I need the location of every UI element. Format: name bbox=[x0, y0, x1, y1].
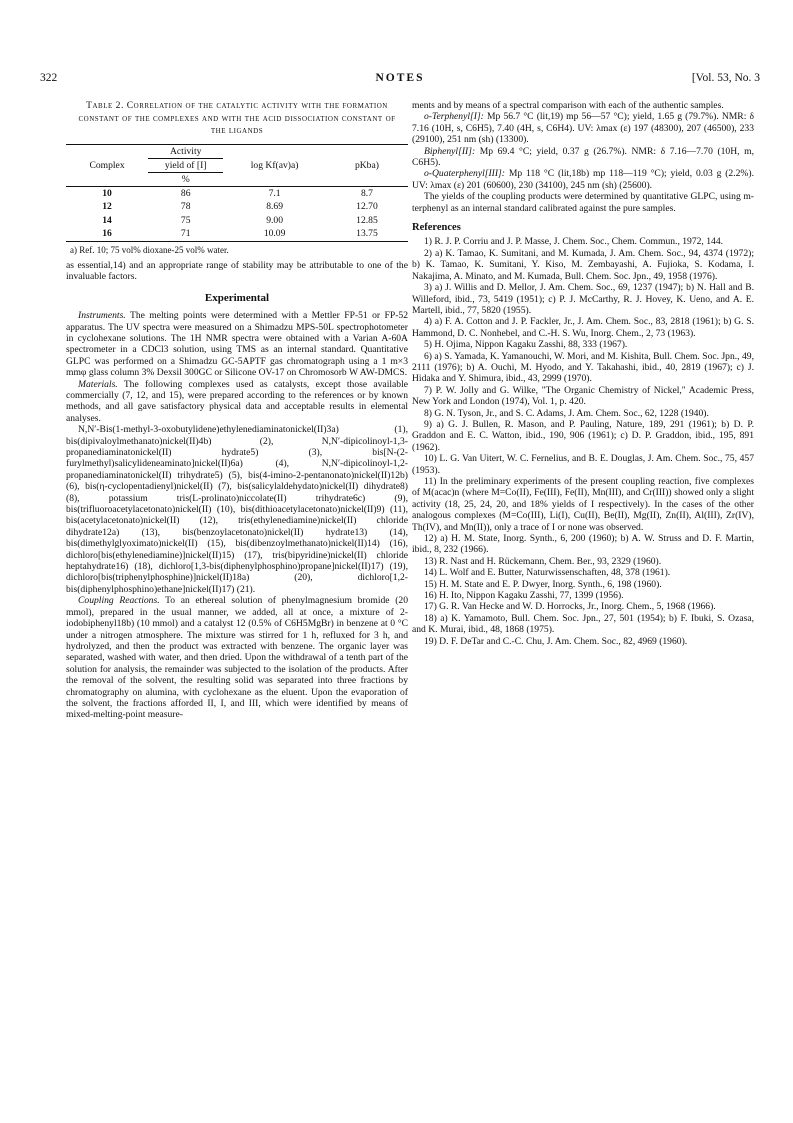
instruments-paragraph bbox=[66, 310, 408, 378]
cell-logk: 10.09 bbox=[263, 228, 286, 239]
reference-item: 19) D. F. DeTar and C.-C. Chu, J. Am. Chem. Soc., 82, 4969 (1960). bbox=[424, 635, 688, 647]
biphenyl-paragraph bbox=[412, 146, 754, 169]
terphenyl-label: o-Terphenyl[I]: bbox=[424, 111, 484, 123]
table-footnote: a) Ref. 10; 75 vol% dioxane-25 vol% water. bbox=[70, 244, 229, 255]
reference-item: 1) R. J. P. Corriu and J. P. Masse, J. Chem. Soc., Chem. Commun., 1972, 144. bbox=[424, 236, 724, 248]
col-header-activity-unit: % bbox=[148, 172, 223, 186]
col-header-activity-mid: yield of [I] bbox=[148, 158, 223, 172]
materials-label: Materials. bbox=[78, 378, 118, 390]
reference-item: 3) a) J. Willis and D. Mellor, J. Am. Chem. Soc., 69, 1237 (1947); b) N. Hall and B. Willeford, ibid., 73, 5419 (1951); c) P. J. McCarthy, R. J. Hovey, K. Ueno, and A. E. Martell, ibid., 77, 5820 (1955). bbox=[412, 282, 754, 316]
instruments-text: The melting points were determined with a Mettler FP-51 or FP-52 apparatus. The UV spectra were measured on a Shimadzu MPS-50L spectrophotometer in cyclohexane solutions. The 1H NMR spectra were obtained with a Varian A-60A spectrometer in a CDCl3 solution, using TMS as an internal standard. Quantitative GLPC was performed on a Shimadzu GC-5APTF gas chromatograph using a 1 m×3 mmφ glass column 3% Dexsil 300GC or Silicone OV-17 on Chromosorb W AW-DMCS. bbox=[66, 310, 409, 379]
references-list bbox=[412, 236, 754, 647]
yields-paragraph: The yields of the coupling products were determined by quantitative GLPC, using m-terphenyl as an internal standard calibrated against the pure samples. bbox=[412, 191, 754, 214]
reference-item: 13) R. Nast and H. Rückemann, Chem. Ber., 93, 2329 (1960). bbox=[424, 555, 662, 567]
cell-pkb: 13.75 bbox=[356, 228, 378, 239]
cell-logk: 9.00 bbox=[266, 214, 283, 226]
materials-text: The following complexes used as catalysts, except those available commercially (7, 12, and 15), were prepared according to the references or by known methods, and all gave satisfactory physical data and acceptable results in elemental analyses. bbox=[66, 378, 408, 424]
quaterphenyl-label: o-Quaterphenyl[III]: bbox=[424, 168, 505, 180]
table-bottom-rule bbox=[66, 241, 408, 242]
coupling-label: Coupling Reactions. bbox=[78, 595, 160, 607]
table-row bbox=[66, 200, 408, 214]
running-title: NOTES bbox=[375, 72, 425, 84]
col-header-complex: Complex bbox=[89, 159, 125, 171]
coupling-text: To an ethereal solution of phenylmagnesium bromide (20 mmol), prepared in the usual manner, we added, all at once, a mixture of 2-iodobiphenyl18b) (10 mmol) and a catalyst 12 (0.5% of C6H5MgBr) in benzene at 0 °C under a nitrogen atmosphere. The mixture was stirred for 1 h, refluxed for 3 h, and hydrolyzed, and then the product was extracted with benzene. The organic layer was separated, washed with water, and then dried. Upon the withdrawal of a tenth part of the solution for analysis, the remainder was subjected to the isolation of the products. After the removal of the solvent, the resulting solid was separated into three fractions by chromatography on alumina, with cyclohexane as the eluent. Upon the evaporation of the solvent, the fractions afforded II, I, and III, which were identified by means of mixed-melting-point measure- bbox=[66, 595, 409, 721]
reference-item: 5) H. Ojima, Nippon Kagaku Zasshi, 88, 333 (1967). bbox=[424, 339, 628, 351]
cell-pkb: 12.85 bbox=[356, 214, 378, 226]
reference-item: 12) a) H. M. State, Inorg. Synth., 6, 200 (1960); b) A. W. Struss and D. F. Martin, ibid., 8, 232 (1966). bbox=[412, 533, 754, 556]
cell-activity: 86 bbox=[180, 187, 191, 199]
terphenyl-paragraph bbox=[412, 111, 754, 145]
reference-item: 14) L. Wolf and E. Butter, Naturwissenschaften, 48, 378 (1961). bbox=[424, 567, 671, 579]
quaterphenyl-paragraph bbox=[412, 168, 754, 191]
reference-item: 16) H. Ito, Nippon Kagaku Zasshi, 77, 1399 (1956). bbox=[424, 590, 624, 602]
cell-complex: 10 bbox=[102, 187, 112, 199]
cell-complex: 14 bbox=[102, 214, 112, 226]
intro-paragraph: as essential,14) and an appropriate range of stability may be attributable to one of the invaluable factors. bbox=[66, 259, 408, 283]
reference-item: 9) a) G. J. Bullen, R. Mason, and P. Pauling, Nature, 189, 291 (1961); b) D. P. Graddon and E. C. Watton, ibid., 190, 906 (1961); c) D. P. Graddon, ibid., 195, 891 (1962). bbox=[412, 418, 754, 453]
data-table bbox=[66, 145, 408, 241]
cell-pkb: 12.70 bbox=[356, 201, 378, 212]
reference-item: 6) a) S. Yamada, K. Yamanouchi, W. Mori, and M. Kishita, Bull. Chem. Soc. Jpn., 49, 2111 (1976); b) A. Ouchi, M. Hyodo, and Y. Takahashi, ibid., 40, 2819 (1967); c) J. Hidaka and Y. Shimura, ibid., 43, 2999 (1970). bbox=[412, 350, 754, 385]
reference-item: 4) a) F. A. Cotton and J. P. Fackler, Jr., J. Am. Chem. Soc., 83, 2818 (1961); b) G. S. Hammond, D. C. Nonhebel, and C.-H. S. Wu, Inorg. Chem., 2, 73 (1963). bbox=[412, 316, 754, 339]
page-header bbox=[40, 72, 760, 88]
table-caption: Table 2. Correlation of the catalytic activity with the formation constant of the complexes and with the acid dissociation constant of the ligands bbox=[78, 100, 396, 136]
terphenyl-text: Mp 56.7 °C (lit,19) mp 56—57 °C); yield, 1.65 g (79.7%). NMR: δ 7.16 (10H, s, C6H5), 7.40 (4H, s, C6H4). UV: λmax (ε) 197 (48300), 207 (46500), 233 (29100), 251 nm (sh) (13300). bbox=[412, 111, 754, 146]
right-column bbox=[412, 100, 754, 647]
materials-paragraph bbox=[66, 379, 408, 425]
left-column bbox=[66, 100, 408, 721]
instruments-label: Instruments. bbox=[78, 310, 126, 322]
complexes-paragraph: N,N′-Bis(1-methyl-3-oxobutylidene)ethylenediaminatonickel(II)3a) (1), bis(dipivaloylmethanato)nickel(II)4b) (2), N,N′-dipicolinoyl-1,3-propanediaminatonickel(II) hydrate5) (3), bis[N-(2-furylmethyl)salicylideneaminato]nickel(II)6a) (4), N,N′-dipicolinoyl-1,2-propanediaminatonickel(II) trihydrate5) (5), bis(4-imino-2-pentanonato)nickel(II)12b) (6), bis(η-cyclopentadienyl)nickel(II) (7), bis(salicylaldehydato)nickel(II) dihydrate8) (8), potassium tris(L-prolinato)niccolate(II) trihydrate6c) (9), bis(trifluoroacetylacetonato)nickel(II) (10), bis(dithioacetylacetonato)nickel(II)9) (11), bis(acetylacetonato)nickel(II) (12), tris(ethylenediamine)nickel(II) chloride dihydrate12a) (13), bis(benzoylacetonato)nickel(II) hydrate13) (14), bis(dimethylglyoximato)nickel(II) (15), bis(dibenzoylmethanato)nickel(II)14) (16), dichloro[bis(ethylenediamine)]nickel(II)15) (17), tris(bipyridine)nickel(II) chloride heptahydrate16) (18), dichloro[1,3-bis(diphenylphosphino)propane]nickel(II)17) (19), dichloro[bis(triphenylphosphine)]nickel(II)18a) (20), dichloro[1,2-bis(diphenylphosphino)ethane]nickel(II)17) (21). bbox=[66, 424, 408, 595]
biphenyl-label: Biphenyl[II]: bbox=[424, 145, 476, 157]
section-heading: Experimental bbox=[204, 291, 270, 304]
reference-item: 11) In the preliminary experiments of the present coupling reaction, five complexes of M(acac)n (where M=Co(II), Fe(III), Fe(II), Mn(III), and Cr(III)) showed only a slight activity (18, 25, 24, 20, and 18% yields of I respectively). In the cases of the other analogous complexes (M=Co(III), Li(I), Cu(II), Be(II), Mg(II), Zn(II), Al(III), Zr(IV), Th(IV), and Mn(II)), only a trace of I or none was observed. bbox=[412, 476, 754, 533]
quaterphenyl-text: Mp 118 °C (lit,18b) mp 118—119 °C); yield, 0.03 g (2.2%). UV: λmax (ε) 201 (60600), 230 (34100), 245 nm (sh) (25600). bbox=[412, 168, 754, 191]
cell-logk: 8.69 bbox=[266, 201, 283, 212]
table-row bbox=[66, 214, 408, 228]
reference-item: 2) a) K. Tamao, K. Sumitani, and M. Kumada, J. Am. Chem. Soc., 94, 4374 (1972); b) K. Tamao, K. Sumitani, Y. Kiso, M. Zembayashi, A. Fujioka, S. Kodama, I. Nakajima, A. Minato, and M. Kumada, Bull. Chem. Soc. Jpn., 49, 1958 (1976). bbox=[412, 247, 754, 282]
reference-item: 7) P. W. Jolly and G. Wilke, "The Organic Chemistry of Nickel," Academic Press, New York and London (1974), Vol. 1, p. 420. bbox=[412, 384, 754, 408]
cell-activity: 78 bbox=[180, 201, 191, 212]
cell-complex: 16 bbox=[102, 228, 112, 239]
reference-item: 18) a) K. Yamamoto, Bull. Chem. Soc. Jpn., 27, 501 (1954); b) F. Ibuki, S. Ozasa, and K. Murai, ibid., 48, 1868 (1975). bbox=[412, 612, 754, 636]
references-heading: References bbox=[412, 222, 461, 234]
cell-logk: 7.1 bbox=[268, 187, 281, 199]
biphenyl-text: Mp 69.4 °C; yield, 0.37 g (26.7%). NMR: δ 7.16—7.70 (10H, m, C6H5). bbox=[412, 145, 754, 169]
col-header-activity-top: Activity bbox=[169, 145, 202, 157]
cell-activity: 71 bbox=[180, 228, 191, 239]
cell-complex: 12 bbox=[102, 201, 112, 212]
reference-item: 17) G. R. Van Hecke and W. D. Horrocks, Jr., Inorg. Chem., 5, 1968 (1966). bbox=[424, 601, 716, 613]
col-header-pkb: pKba) bbox=[354, 159, 379, 171]
table-row bbox=[66, 187, 408, 201]
coupling-paragraph bbox=[66, 595, 408, 720]
continuation-paragraph: ments and by means of a spectral comparison with each of the authentic samples. bbox=[412, 100, 724, 111]
reference-item: 15) H. M. State and E. P. Dwyer, Inorg. Synth., 6, 198 (1960). bbox=[424, 578, 662, 590]
reference-item: 10) L. G. Van Uitert, W. C. Fernelius, and B. E. Douglas, J. Am. Chem. Soc., 75, 457 (1953). bbox=[412, 453, 754, 476]
cell-pkb: 8.7 bbox=[360, 187, 373, 199]
volume-info: [Vol. 53, No. 3 bbox=[691, 72, 760, 84]
cell-activity: 75 bbox=[180, 214, 191, 226]
table-row bbox=[66, 227, 408, 241]
reference-item: 8) G. N. Tyson, Jr., and S. C. Adams, J. Am. Chem. Soc., 62, 1228 (1940). bbox=[424, 407, 709, 419]
col-header-logk: log Kf(av)a) bbox=[250, 159, 299, 171]
page-number: 322 bbox=[40, 72, 58, 84]
